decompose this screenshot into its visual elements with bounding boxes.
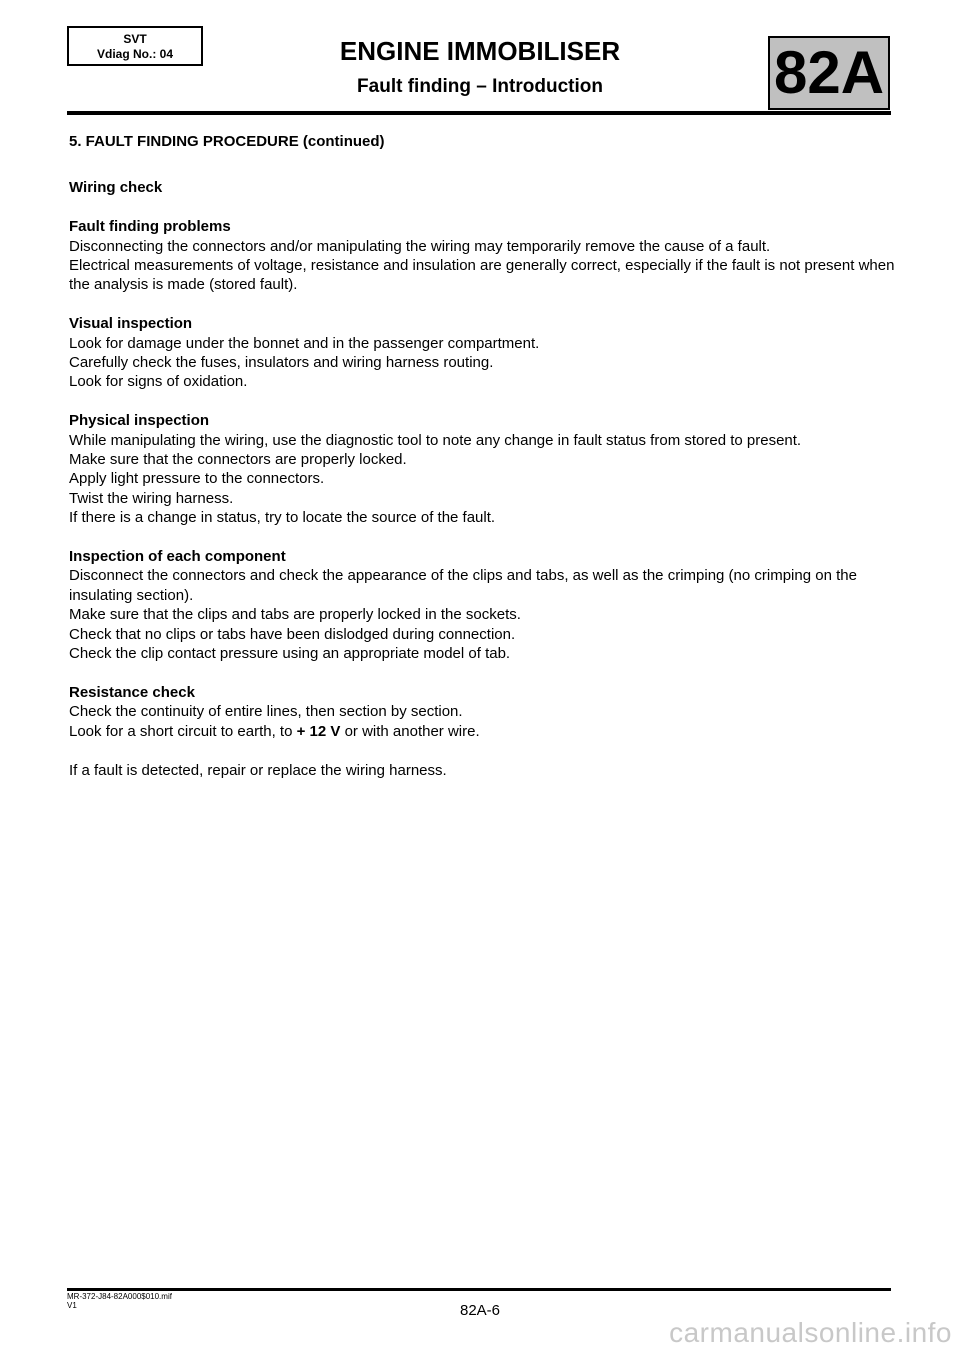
document-subtitle: Fault finding – Introduction xyxy=(357,76,603,97)
resistance-check-heading: Resistance check xyxy=(69,683,195,701)
footer-file-reference: MR-372-J84-82A000$010.mif xyxy=(67,1292,172,1301)
vdiag-line-1: SVT xyxy=(123,32,147,46)
fault-problems-heading: Fault finding problems xyxy=(69,218,231,236)
footer-version: V1 xyxy=(67,1301,77,1310)
voltage-value: + 12 V xyxy=(296,722,341,740)
paragraph-line: Disconnecting the connectors and/or manipulating the wiring may temporarily remove the cause of a fault. xyxy=(69,237,771,255)
paragraph-line: Check the clip contact pressure using an appropriate model of tab. xyxy=(69,645,511,663)
wiring-check-heading: Wiring check xyxy=(69,179,163,197)
header-divider xyxy=(67,111,891,115)
document-title: ENGINE IMMOBILISER xyxy=(339,36,621,66)
paragraph-line: Electrical measurements of voltage, resistance and insulation are generally correct, especially if the fault is not present when the analysis is made (stored fault). xyxy=(69,257,895,294)
paragraph-line: While manipulating the wiring, use the diagnostic tool to note any change in fault status from stored to present. xyxy=(69,431,802,449)
paragraph-line: Make sure that the connectors are properly locked. xyxy=(69,451,407,469)
footer-divider xyxy=(67,1288,891,1291)
paragraph-line-voltage xyxy=(69,722,899,741)
paragraph-line: Make sure that the clips and tabs are properly locked in the sockets. xyxy=(69,606,521,624)
text-run: Look for a short circuit to earth, to xyxy=(69,722,297,740)
paragraph-line: Look for damage under the bonnet and in the passenger compartment. xyxy=(69,334,540,352)
paragraph-line: Twist the wiring harness. xyxy=(69,489,234,507)
paragraph-line: Check that no clips or tabs have been dislodged during connection. xyxy=(69,625,516,643)
text-run: or with another wire. xyxy=(340,722,480,740)
visual-inspection-heading: Visual inspection xyxy=(69,315,193,333)
paragraph-line: Disconnect the connectors and check the appearance of the clips and tabs, as well as the crimping (no crimping on the insulating section). xyxy=(69,567,857,604)
physical-inspection-heading: Physical inspection xyxy=(69,412,210,430)
page-content xyxy=(69,132,899,780)
component-inspection-heading: Inspection of each component xyxy=(69,548,286,566)
vdiag-line-2: Vdiag No.: 04 xyxy=(96,47,173,61)
paragraph-line: Apply light pressure to the connectors. xyxy=(69,470,325,488)
paragraph-line: Look for signs of oxidation. xyxy=(69,373,248,391)
section-code-badge: 82A xyxy=(768,36,890,110)
section-title: 5. FAULT FINDING PROCEDURE (continued) xyxy=(69,133,385,150)
paragraph-line: Carefully check the fuses, insulators and wiring harness routing. xyxy=(69,354,494,372)
paragraph-line: Check the continuity of entire lines, then section by section. xyxy=(69,703,463,721)
paragraph-line: If there is a change in status, try to locate the source of the fault. xyxy=(69,509,496,527)
closing-line: If a fault is detected, repair or replace the wiring harness. xyxy=(69,761,447,779)
page-number: 82A-6 xyxy=(459,1302,501,1319)
watermark: carmanualsonline.info xyxy=(669,1317,952,1348)
